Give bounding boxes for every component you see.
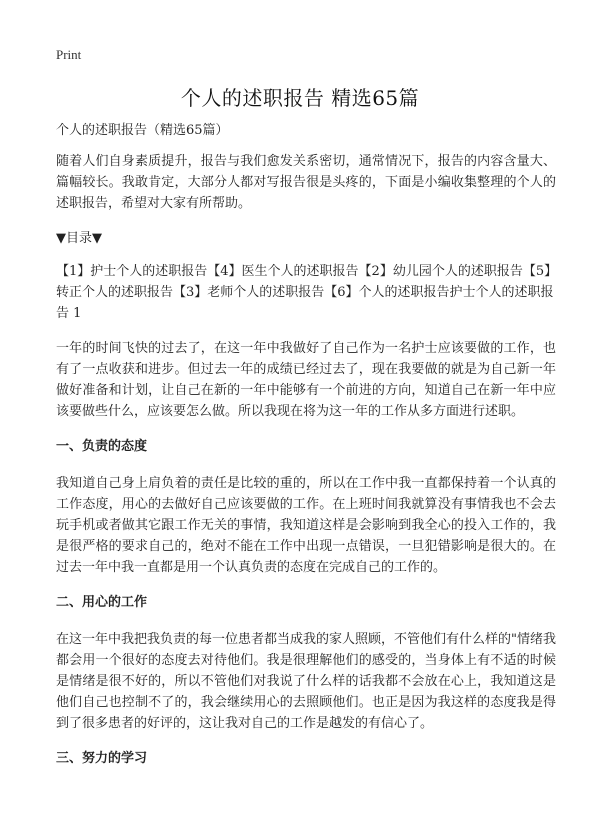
article-subtitle: 个人的述职报告（精选65篇）	[56, 123, 229, 138]
print-link[interactable]: Print	[56, 47, 82, 62]
section-paragraph-1: 我知道自己身上肩负着的责任是比较的重的，所以在工作中我一直都保持着一个认真的工作态度，用心的去做好自己应该要做的工作。在上班时间我就算没有事情我也不会去玩手机或者做其它跟工作无关的事情，我知道这样是会影响到我全心的投入工作的，我是很严格的要求自己的，绝对不能在工作中出现一点错误，一旦犯错影响是很大的。在过去一年中我一直都是用一个认真负责的态度在完成自己的工作的。	[56, 476, 556, 575]
article-body	[56, 120, 556, 785]
section-paragraph-2: 在这一年中我把我负责的每一位患者都当成我的家人照顾，不管他们有什么样的"情绪我都会用一个很好的态度去对待他们。我是很理解他们的感受的，当身体上有不适的时候是情绪是很不好的，所以不管他们对我说了什么样的话我都不会放在心上，我知道这是他们自己也控制不了的，我会继续用心的去照顾他们。也正是因为我这样的态度我是得到了很多患者的好评的，这让我对自己的工作是越发的有信心了。	[56, 632, 556, 731]
section-heading-3: 三、努力的学习	[56, 751, 148, 766]
section-heading-2: 二、用心的工作	[56, 595, 148, 610]
page-title: 个人的述职报告 精选65篇	[180, 86, 420, 110]
body-intro-paragraph: 一年的时间飞快的过去了，在这一年中我做好了自己作为一名护士应该要做的工作，也有了一点收获和进步。但过去一年的成绩已经过去了，现在我要做的就是为自己新一年做好准备和计划，让自己在新的一年中能够有一个前进的方向，知道自己在新一年中应该要做些什么，应该要怎么做。所以我现在将为这一年的工作从多方面进行述职。	[56, 341, 556, 419]
toc-links[interactable]: 【1】护士个人的述职报告【4】医生个人的述职报告【2】幼儿园个人的述职报告【5】转正个人的述职报告【3】老师个人的述职报告【6】个人的述职报告护士个人的述职报告 1	[56, 264, 554, 321]
section-heading-1: 一、负责的态度	[56, 439, 148, 454]
intro-paragraph: 随着人们自身素质提升，报告与我们愈发关系密切，通常情况下，报告的内容含量大、篇幅较长。我敢肯定，大部分人都对写报告很是头疼的，下面是小编收集整理的个人的述职报告，希望对大家有所帮助。	[56, 154, 556, 211]
toc-heading: ▼目录▼	[56, 231, 102, 246]
